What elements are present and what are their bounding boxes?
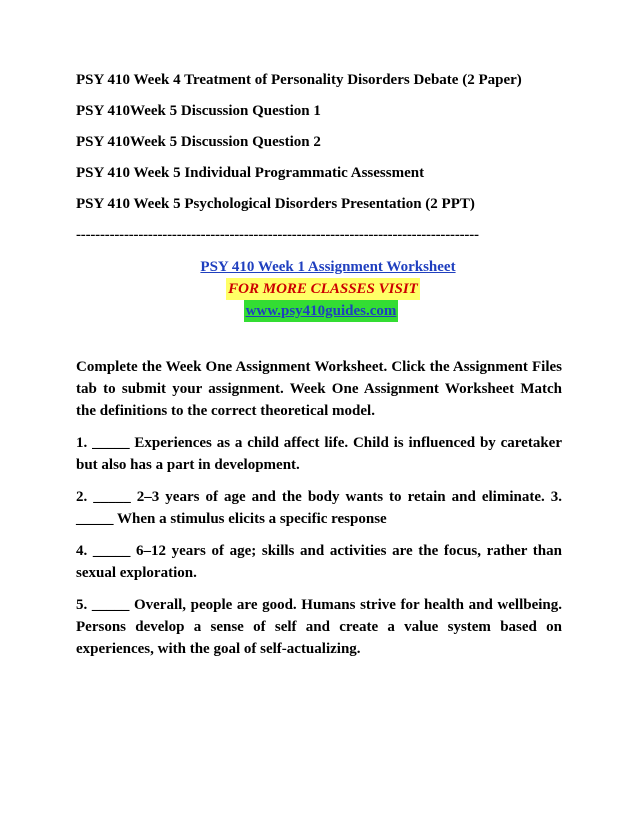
question-item-5: 5. _____ Overall, people are good. Humans strive for health and wellbeing. Persons develop a sense of self and create a value system based on experiences, with the goal of self-actualizing. bbox=[76, 597, 562, 657]
course-title-2: PSY 410Week 5 Discussion Question 1 bbox=[76, 103, 321, 119]
course-title-4: PSY 410 Week 5 Individual Programmatic Assessment bbox=[76, 165, 425, 181]
question-item-1: 1. _____ Experiences as a child affect life. Child is influenced by caretaker but also has a part in development. bbox=[76, 435, 562, 473]
separator-line: ------------------------------------------------------------------------------------ bbox=[76, 227, 479, 243]
course-title-5: PSY 410 Week 5 Psychological Disorders Presentation (2 PPT) bbox=[76, 196, 475, 212]
intro-paragraph: Complete the Week One Assignment Worksheet. Click the Assignment Files tab to submit your assignment. Week One Assignment Worksheet Match the definitions to the correct theoretical model. bbox=[76, 359, 562, 419]
website-link[interactable]: www.psy410guides.com bbox=[244, 300, 399, 322]
course-title-1: PSY 410 Week 4 Treatment of Personality Disorders Debate (2 Paper) bbox=[76, 72, 522, 88]
link-block bbox=[76, 256, 562, 322]
document-page bbox=[76, 70, 562, 670]
promo-banner: FOR MORE CLASSES VISIT bbox=[226, 278, 420, 300]
course-title-3: PSY 410Week 5 Discussion Question 2 bbox=[76, 134, 321, 150]
assignment-link[interactable]: PSY 410 Week 1 Assignment Worksheet bbox=[200, 259, 456, 275]
question-item-4: 4. _____ 6–12 years of age; skills and activities are the focus, rather than sexual exploration. bbox=[76, 543, 562, 581]
question-item-2: 2. _____ 2–3 years of age and the body wants to retain and eliminate. 3. _____ When a stimulus elicits a specific response bbox=[76, 489, 562, 527]
